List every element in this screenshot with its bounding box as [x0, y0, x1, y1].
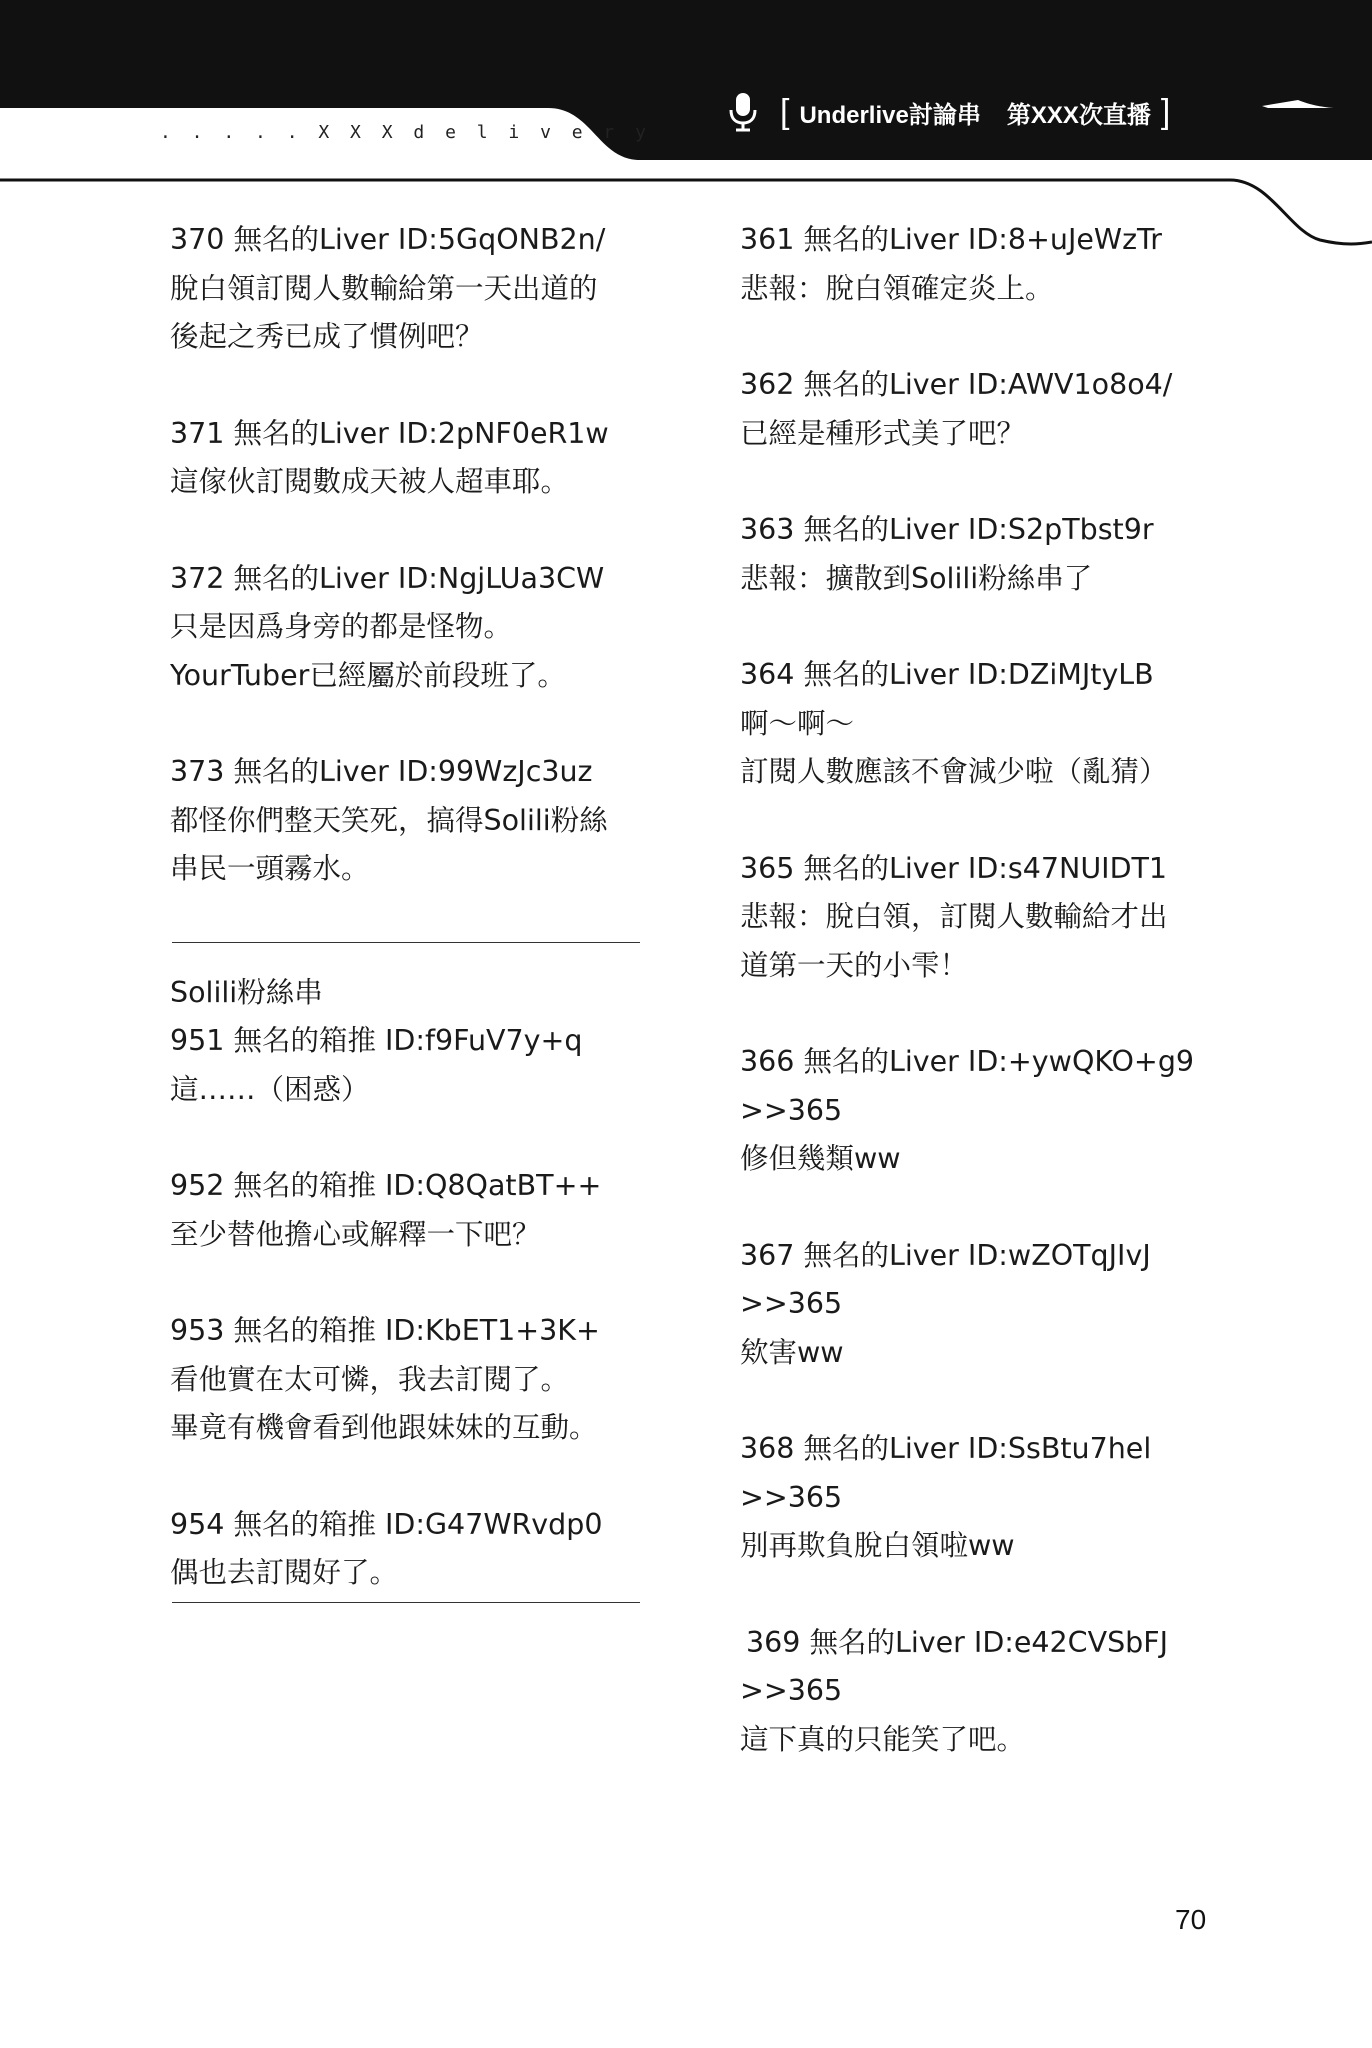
post	[740, 1425, 1240, 1571]
post-line: 這……（困惑）	[170, 1072, 370, 1106]
thread-title	[728, 90, 1180, 134]
post-header: 373 無名的Liver ID:99WzJc3uz	[170, 755, 593, 788]
post-line: 道第一天的小雫！	[740, 948, 969, 982]
post-line: 這下真的只能笑了吧。	[740, 1722, 1026, 1756]
post	[170, 410, 670, 507]
post	[170, 216, 670, 362]
post-line: 啊～啊～	[740, 706, 855, 740]
left-column	[170, 216, 670, 1629]
post-header: 362 無名的Liver ID:AWV1o8o4/	[740, 368, 1173, 401]
page-number: 70	[1175, 1904, 1207, 1935]
post-header: 368 無名的Liver ID:SsBtu7hel	[740, 1432, 1152, 1465]
post	[740, 1232, 1240, 1378]
post	[170, 748, 670, 894]
header-tagline: . . . . . X X X d e l i v e r y	[160, 122, 651, 143]
post-line: 已經是種形式美了吧？	[740, 416, 1026, 450]
bracket-open: [	[780, 93, 790, 131]
post-line: 訂閱人數應該不會減少啦（亂猜）	[740, 755, 1168, 788]
post-header: 364 無名的Liver ID:DZiMJtyLB	[740, 658, 1154, 691]
post	[170, 555, 670, 701]
post-header: 369 無名的Liver ID:e42CVSbFJ	[746, 1625, 1169, 1659]
post-header: 363 無名的Liver ID:S2pTbst9r	[740, 513, 1154, 546]
post-line: 都怪你們整天笑死，搞得Solili粉絲	[170, 803, 608, 837]
post	[740, 1619, 1240, 1765]
post-header: 370 無名的Liver ID:5GqONB2n/	[170, 223, 606, 256]
post-line: >>365	[740, 1674, 843, 1707]
section-divider-end	[172, 1602, 640, 1603]
microphone-icon	[728, 92, 758, 132]
post-header: 365 無名的Liver ID:s47NUIDT1	[740, 851, 1168, 885]
post-line: 悲報：脫白領，訂閱人數輸給才出	[740, 900, 1168, 933]
post-line: 悲報：擴散到Solili粉絲串了	[740, 561, 1093, 595]
post-line: 脫白領訂閱人數輸給第一天出道的	[170, 271, 598, 305]
post-line: 至少替他擔心或解釋一下吧？	[170, 1217, 541, 1251]
post-line: 串民一頭霧水。	[170, 852, 370, 885]
post	[170, 1162, 670, 1259]
right-column	[740, 216, 1240, 1812]
post-line: >>365	[740, 1480, 843, 1514]
post-line: YourTuber已經屬於前段班了。	[170, 658, 566, 692]
post	[740, 506, 1240, 603]
post-header: 372 無名的Liver ID:NgjLUa3CW	[170, 561, 605, 595]
post-line: 後起之秀已成了慣例吧？	[170, 320, 484, 353]
post-line: >>365	[740, 1093, 843, 1127]
post	[740, 845, 1240, 991]
post	[740, 651, 1240, 797]
post-header: 954 無名的箱推 ID:G47WRvdp0	[170, 1507, 603, 1541]
post-line: 欸害ww	[740, 1335, 844, 1369]
post	[170, 1501, 670, 1598]
post-header: 952 無名的箱推 ID:Q8QatBT++	[170, 1169, 602, 1202]
post-header: 367 無名的Liver ID:wZOTqJIvJ	[740, 1238, 1151, 1272]
post-header: 951 無名的箱推 ID:f9FuV7y+q	[170, 1024, 583, 1057]
post-line: 這傢伙訂閱數成天被人超車耶。	[170, 465, 570, 498]
post-line: 悲報：脫白領確定炎上。	[740, 271, 1054, 305]
post	[170, 1307, 670, 1453]
post-line: >>365	[740, 1287, 843, 1320]
post-line: 只是因爲身旁的都是怪物。	[170, 610, 513, 643]
post	[170, 969, 670, 1115]
thread-name: Underlive討論串	[799, 101, 981, 129]
post-header: 361 無名的Liver ID:8+uJeWzTr	[740, 223, 1162, 256]
post-line: 畢竟有機會看到他跟妹妹的互動。	[170, 1411, 598, 1444]
section-title: Solili粉絲串	[170, 975, 323, 1009]
post	[740, 216, 1240, 313]
bracket-close: ]	[1160, 93, 1171, 131]
post-line: 別再欺負脫白領啦ww	[740, 1529, 1015, 1562]
post-header: 953 無名的箱推 ID:KbET1+3K+	[170, 1314, 600, 1347]
post-line: 修但幾類ww	[740, 1142, 901, 1175]
post	[740, 1038, 1240, 1184]
post-line: 看他實在太可憐，我去訂閱了。	[170, 1362, 570, 1396]
stream-label: 第XXX次直播	[1006, 101, 1151, 129]
post-line: 偶也去訂閱好了。	[170, 1556, 399, 1589]
post	[740, 361, 1240, 458]
section-divider	[172, 942, 640, 943]
post-header: 366 無名的Liver ID:+ywQKO+g9	[740, 1045, 1195, 1078]
post-header: 371 無名的Liver ID:2pNF0eR1w	[170, 416, 609, 450]
